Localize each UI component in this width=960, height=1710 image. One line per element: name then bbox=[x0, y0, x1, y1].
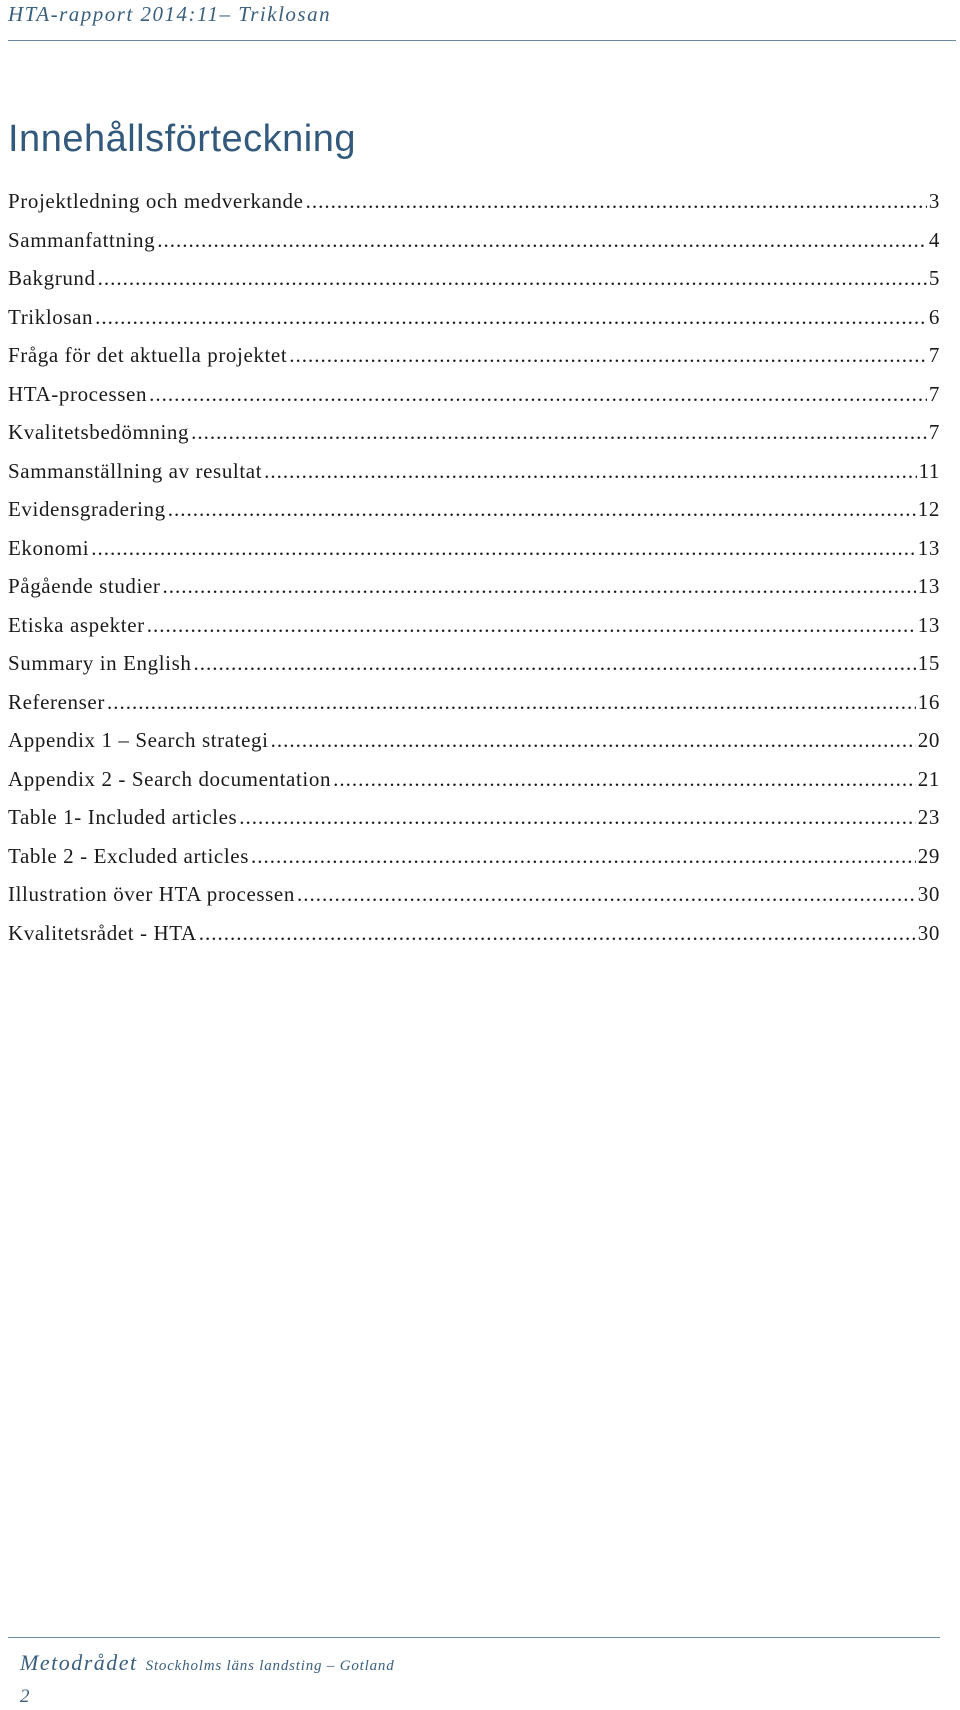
toc-entry-page: 5 bbox=[928, 266, 940, 290]
toc-dot-leader bbox=[199, 921, 916, 946]
toc-entry-title: Sammanställning av resultat bbox=[8, 458, 263, 483]
toc-entry[interactable] bbox=[8, 805, 940, 844]
toc-entry[interactable] bbox=[8, 343, 940, 382]
footer-org-name: Metodrådet bbox=[20, 1650, 138, 1675]
toc-entry-title: Summary in English bbox=[8, 651, 192, 675]
toc-dot-leader bbox=[95, 305, 927, 330]
toc-entry-page: 7 bbox=[928, 420, 940, 444]
toc-dot-leader bbox=[251, 844, 916, 869]
toc-dot-leader bbox=[264, 459, 916, 484]
toc-dot-leader bbox=[149, 382, 927, 407]
running-header: HTA-rapport 2014:11– Triklosan bbox=[8, 2, 332, 26]
toc-entry-title: Evidensgradering bbox=[8, 497, 166, 521]
toc-entry[interactable] bbox=[8, 921, 940, 960]
toc-entry-page: 7 bbox=[928, 343, 940, 367]
toc-entry-page: 13 bbox=[917, 612, 940, 637]
toc-entry[interactable] bbox=[8, 728, 940, 767]
toc-dot-leader bbox=[306, 189, 927, 214]
toc-entry[interactable] bbox=[8, 266, 940, 305]
toc-entry-page: 11 bbox=[918, 458, 940, 483]
toc-entry-page: 23 bbox=[917, 805, 940, 829]
footer-org-subtitle: Stockholms läns landsting – Gotland bbox=[145, 1658, 395, 1674]
toc-entry-title: Triklosan bbox=[8, 304, 94, 329]
toc-entry-page: 20 bbox=[917, 728, 940, 752]
toc-dot-leader bbox=[147, 613, 916, 638]
toc-dot-leader bbox=[91, 536, 916, 561]
toc-heading: Innehållsförteckning bbox=[8, 118, 356, 160]
toc-entry[interactable] bbox=[8, 459, 940, 498]
toc-entry-page: 15 bbox=[917, 651, 940, 675]
toc-entry[interactable] bbox=[8, 382, 940, 421]
toc-entry-title: Table 1- Included articles bbox=[8, 805, 238, 829]
toc-dot-leader bbox=[193, 651, 915, 676]
toc-dot-leader bbox=[98, 266, 927, 291]
toc-entry-title: Pågående studier bbox=[8, 574, 161, 598]
toc-entry-title: Ekonomi bbox=[8, 535, 90, 560]
toc-entry-page: 30 bbox=[917, 920, 940, 945]
toc-entry-title: Appendix 1 – Search strategi bbox=[8, 728, 269, 752]
toc-dot-leader bbox=[239, 805, 916, 830]
toc-entry-page: 4 bbox=[928, 227, 940, 252]
toc-entry-title: Sammanfattning bbox=[8, 227, 156, 252]
toc-entry-page: 13 bbox=[917, 574, 940, 598]
toc-entry[interactable] bbox=[8, 497, 940, 536]
page-number: 2 bbox=[20, 1686, 30, 1707]
toc-entry-page: 16 bbox=[917, 689, 940, 714]
toc-entry[interactable] bbox=[8, 228, 940, 267]
toc-entry-title: Bakgrund bbox=[8, 266, 96, 290]
footer-divider bbox=[8, 1637, 940, 1638]
toc-entry-page: 7 bbox=[928, 381, 940, 406]
toc-entry-title: Projektledning och medverkande bbox=[8, 189, 304, 213]
toc-entry-title: Appendix 2 - Search documentation bbox=[8, 766, 332, 791]
toc-entry-page: 12 bbox=[917, 497, 940, 521]
toc-dot-leader bbox=[168, 497, 916, 522]
toc-entry[interactable] bbox=[8, 189, 940, 228]
toc-entry[interactable] bbox=[8, 844, 940, 883]
footer-organization bbox=[20, 1650, 395, 1676]
toc-entry[interactable] bbox=[8, 613, 940, 652]
toc-entry[interactable] bbox=[8, 574, 940, 613]
toc-entry-page: 6 bbox=[928, 304, 940, 329]
toc-entry[interactable] bbox=[8, 882, 940, 921]
toc-entry-page: 30 bbox=[917, 882, 940, 906]
toc-dot-leader bbox=[162, 574, 915, 599]
toc-entry-page: 13 bbox=[917, 535, 940, 560]
toc-entry-title: Referenser bbox=[8, 689, 105, 714]
toc-entry[interactable] bbox=[8, 305, 940, 344]
toc-dot-leader bbox=[289, 343, 927, 368]
toc-entry[interactable] bbox=[8, 767, 940, 806]
toc-dot-leader bbox=[191, 420, 927, 445]
toc-entry-page: 21 bbox=[917, 766, 940, 791]
header-divider bbox=[8, 40, 956, 41]
toc-entry-title: Table 2 - Excluded articles bbox=[8, 843, 249, 868]
toc-entry-title: Illustration över HTA processen bbox=[8, 882, 295, 906]
toc-entry-page: 29 bbox=[917, 843, 940, 868]
toc-entry-page: 3 bbox=[928, 189, 940, 213]
toc-entry-title: Kvalitetsrådet - HTA bbox=[8, 920, 197, 945]
toc-dot-leader bbox=[297, 882, 916, 907]
toc-dot-leader bbox=[333, 767, 916, 792]
toc-entry-title: Kvalitetsbedömning bbox=[8, 420, 190, 444]
toc-entry-title: HTA-processen bbox=[8, 381, 148, 406]
table-of-contents bbox=[8, 189, 940, 959]
toc-entry[interactable] bbox=[8, 690, 940, 729]
toc-entry-title: Etiska aspekter bbox=[8, 612, 145, 637]
toc-entry-title: Fråga för det aktuella projektet bbox=[8, 343, 288, 367]
toc-entry[interactable] bbox=[8, 536, 940, 575]
toc-entry[interactable] bbox=[8, 651, 940, 690]
toc-dot-leader bbox=[271, 728, 916, 753]
toc-entry[interactable] bbox=[8, 420, 940, 459]
toc-dot-leader bbox=[157, 228, 927, 253]
toc-dot-leader bbox=[107, 690, 916, 715]
